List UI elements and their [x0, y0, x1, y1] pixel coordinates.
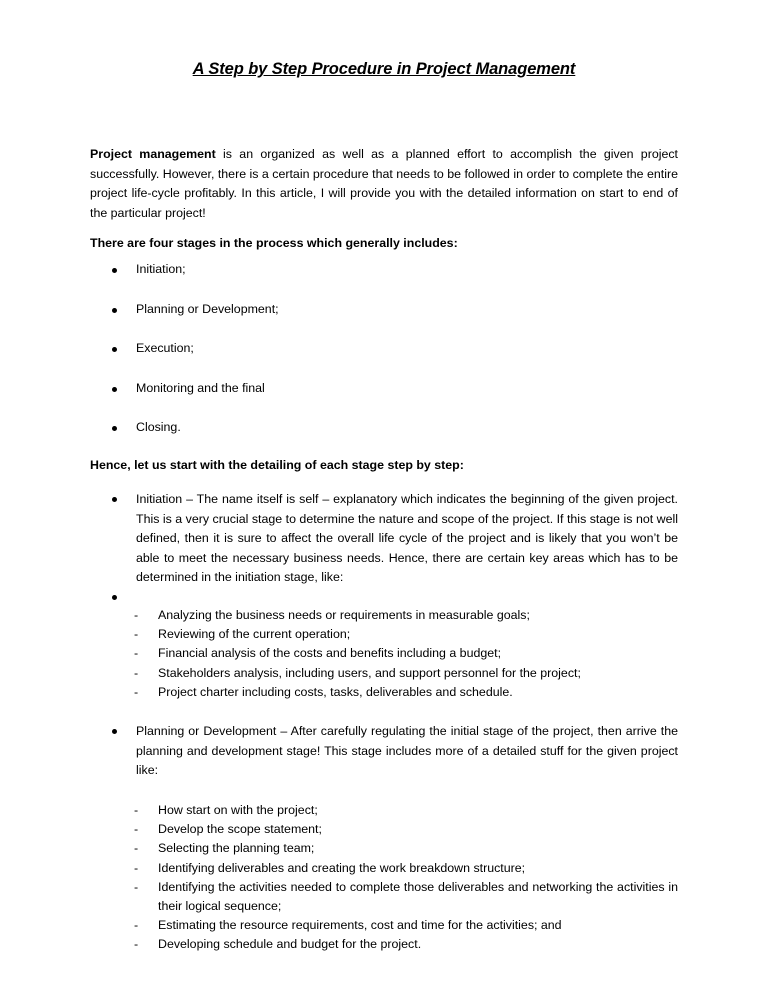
dash-icon: - — [134, 918, 139, 933]
subitem-text: How start on with the project; — [158, 803, 318, 817]
stage-label: Execution; — [136, 341, 194, 355]
planning-subitem — [112, 935, 678, 954]
dash-icon: - — [134, 684, 139, 699]
dash-icon: - — [134, 860, 139, 875]
planning-text: Planning or Development – After carefully regulating the initial stage of the project, then arrive the planning and development stage! This stage includes more of a detailed stuff for the given project like: — [136, 724, 678, 777]
initiation-subitem — [112, 606, 678, 625]
bullet-icon — [112, 497, 117, 502]
planning-section — [112, 722, 678, 781]
dash-icon: - — [134, 646, 139, 661]
intro-bold-lead: Project management — [90, 147, 216, 161]
detail-heading: Hence, let us start with the detailing of each stage step by step: — [90, 458, 464, 472]
subitem-text: Financial analysis of the costs and benefits including a budget; — [158, 646, 502, 661]
initiation-subitem — [112, 644, 678, 663]
subitem-text: Analyzing the business needs or requirements in measurable goals; — [158, 608, 530, 622]
bullet-icon — [112, 308, 117, 313]
initiation-section — [112, 490, 678, 607]
planning-sublist — [112, 801, 678, 955]
stage-item — [112, 262, 279, 302]
dash-icon: - — [134, 879, 139, 894]
initiation-subitem — [112, 683, 678, 702]
dash-icon: - — [134, 665, 139, 680]
initiation-item — [112, 490, 678, 588]
stage-label: Initiation; — [136, 262, 186, 276]
subitem-text: Project charter including costs, tasks, deliverables and schedule. — [158, 684, 513, 699]
stage-item — [112, 420, 279, 460]
dash-icon: - — [134, 608, 139, 622]
dash-icon: - — [134, 841, 139, 856]
planning-subitem — [112, 839, 678, 858]
stage-item — [112, 302, 279, 342]
bullet-icon — [112, 729, 117, 734]
dash-icon: - — [134, 937, 139, 952]
dash-icon: - — [134, 822, 139, 837]
bullet-icon — [112, 268, 117, 273]
initiation-sublist — [112, 606, 678, 702]
planning-subitem — [112, 916, 678, 935]
dash-icon: - — [134, 803, 139, 817]
stage-item — [112, 341, 279, 381]
bullet-icon — [112, 347, 117, 352]
stage-label: Planning or Development; — [136, 301, 279, 316]
planning-subitem — [112, 820, 678, 839]
intro-text: is an organized as well as a planned effort to accomplish the given project successfully. However, there is a certain procedure that needs to be followed in order to complete the entire project life-cycle profitably. In this article, I will provide you with the detailed information on start to end of the particular project! — [90, 147, 678, 220]
subitem-text: Estimating the resource requirements, cost and time for the activities; and — [158, 918, 562, 933]
stage-item — [112, 381, 279, 421]
planning-subitem — [112, 878, 678, 916]
subitem-text: Develop the scope statement; — [158, 822, 322, 837]
planning-item — [112, 722, 678, 781]
stages-list — [112, 262, 279, 460]
bullet-icon — [112, 426, 117, 431]
subitem-text: Selecting the planning team; — [158, 841, 315, 856]
subitem-text: Stakeholders analysis, including users, and support personnel for the project; — [158, 665, 581, 680]
initiation-subitem — [112, 625, 678, 644]
bullet-icon — [112, 595, 117, 600]
subitem-text: Developing schedule and budget for the project. — [158, 937, 422, 952]
stage-label: Closing. — [136, 420, 181, 434]
stage-label: Monitoring and the final — [136, 380, 265, 395]
bullet-icon — [112, 387, 117, 392]
initiation-text: Initiation – The name itself is self – explanatory which indicates the beginning of the given project. This is a very crucial stage to determine the nature and scope of the project. If this stage is not well defined, then it is sure to affect the overall life cycle of the project and is likely that you won’t be able to meet the necessary business needs. Hence, there are certain key areas which has to be determined in the initiation stage, like: — [136, 492, 678, 584]
planning-subitem — [112, 859, 678, 878]
subitem-text: Identifying the activities needed to complete those deliverables and networking the activities in their logical sequence; — [158, 879, 678, 914]
subitem-text: Reviewing of the current operation; — [158, 627, 351, 642]
subitem-text: Identifying deliverables and creating the work breakdown structure; — [158, 860, 526, 875]
dash-icon: - — [134, 627, 139, 642]
empty-bullet-item — [112, 588, 678, 608]
document-title: A Step by Step Procedure in Project Management — [192, 60, 576, 78]
planning-subitem — [112, 801, 678, 820]
stages-heading: There are four stages in the process which generally includes: — [90, 236, 458, 250]
intro-paragraph — [90, 145, 678, 223]
initiation-subitem — [112, 664, 678, 683]
